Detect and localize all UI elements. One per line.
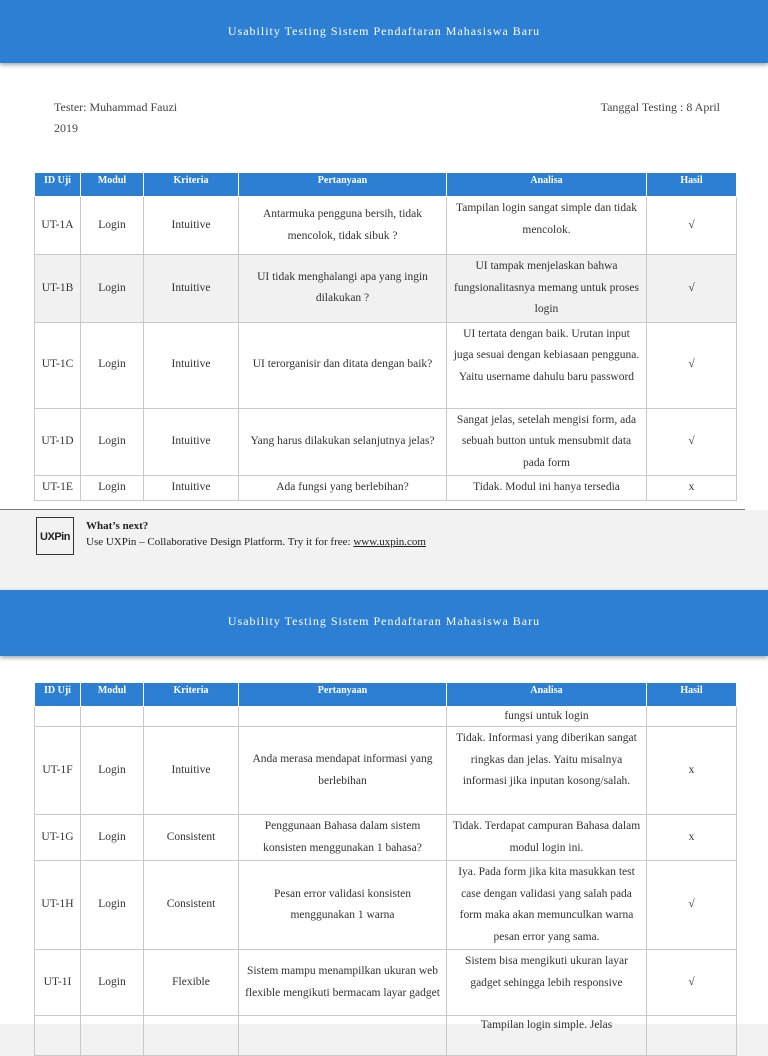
banner-title: Usability Testing Sistem Pendaftaran Mahasiswa Baru [227,614,541,628]
footer-divider [0,509,745,510]
cell-modul: Login [81,861,144,950]
cell-analisa: Sistem bisa mengikuti ukuran layar gadget sehingga lebih responsive [447,950,647,1016]
document-page-1 [0,0,768,510]
cell-modul: Login [81,255,144,323]
cell-hasil [647,707,737,727]
usability-table-continued [34,682,737,1056]
table-row [35,1016,737,1056]
cell-pertanyaan: UI terorganisir dan ditata dengan baik? [239,322,447,408]
cell-id: UT-1E [35,476,81,501]
cell-kriteria: Intuitive [144,197,239,255]
table-row [35,197,737,255]
cell-analisa: Tidak. Informasi yang diberikan sangat ringkas dan jelas. Yaitu misalnya informasi jika inputan kosong/salah. [447,727,647,815]
cell-pertanyaan [239,707,447,727]
cell-modul: Login [81,408,144,476]
table-row [35,950,737,1016]
cell-id: UT-1A [35,197,81,255]
usability-table [34,172,737,501]
cell-pertanyaan: Antarmuka pengguna bersih, tidak mencolok, tidak sibuk ? [239,197,447,255]
table-row [35,861,737,950]
cell-hasil: √ [647,861,737,950]
cell-pertanyaan: Yang harus dilakukan selanjutnya jelas? [239,408,447,476]
column-header: Pertanyaan [239,173,447,197]
cell-hasil: √ [647,950,737,1016]
table-row [35,255,737,323]
table-row [35,408,737,476]
cell-pertanyaan: Anda merasa mendapat informasi yang berlebihan [239,727,447,815]
cell-hasil: √ [647,255,737,323]
table-row [35,727,737,815]
cell-analisa: Tidak. Terdapat campuran Bahasa dalam modul login ini. [447,815,647,861]
uxpin-logo: UXPin [36,517,74,555]
cell-id: UT-1B [35,255,81,323]
cell-modul: Login [81,476,144,501]
header-banner [0,590,768,656]
cell-analisa: Tampilan login simple. Jelas [447,1016,647,1056]
cell-pertanyaan: UI tidak menghalangi apa yang ingin dilakukan ? [239,255,447,323]
cell-hasil: x [647,727,737,815]
column-header: Analisa [447,173,647,197]
column-header: Hasil [647,683,737,707]
cell-hasil: √ [647,197,737,255]
table-row [35,476,737,501]
cell-modul [81,1016,144,1056]
uxpin-link[interactable]: www.uxpin.com [353,536,426,548]
cell-id [35,707,81,727]
cell-modul: Login [81,815,144,861]
column-header: Kriteria [144,173,239,197]
cell-analisa: Tampilan login sangat simple dan tidak mencolok. [447,197,647,255]
header-banner [0,0,768,63]
cell-modul: Login [81,950,144,1016]
table-row [35,707,737,727]
column-header: Hasil [647,173,737,197]
cell-id: UT-1D [35,408,81,476]
column-header: Modul [81,173,144,197]
cell-analisa: Sangat jelas, setelah mengisi form, ada sebuah button untuk mensubmit data pada form [447,408,647,476]
cell-id [35,1016,81,1056]
table-header-row [35,683,737,707]
column-header: Analisa [447,683,647,707]
cell-id: UT-1H [35,861,81,950]
cell-hasil: x [647,815,737,861]
cell-id: UT-1F [35,727,81,815]
column-header: Modul [81,683,144,707]
cell-modul: Login [81,727,144,815]
table-row [35,322,737,408]
cell-id: UT-1C [35,322,81,408]
cta-line [86,534,426,550]
cell-analisa: UI tampak menjelaskan bahwa fungsionalitasnya memang untuk proses login [447,255,647,323]
cell-modul: Login [81,197,144,255]
cell-kriteria: Intuitive [144,322,239,408]
cell-kriteria: Flexible [144,950,239,1016]
cell-analisa: fungsi untuk login [447,707,647,727]
cell-id: UT-1G [35,815,81,861]
cell-modul [81,707,144,727]
column-header: Pertanyaan [239,683,447,707]
cell-kriteria: Intuitive [144,476,239,501]
cell-hasil [647,1016,737,1056]
column-header: ID Uji [35,683,81,707]
cell-kriteria: Consistent [144,861,239,950]
whats-next-heading: What’s next? [86,520,149,532]
cell-kriteria: Intuitive [144,727,239,815]
cell-kriteria: Intuitive [144,408,239,476]
uxpin-promo [86,518,426,550]
testing-date: Tanggal Testing : 8 April [600,100,720,114]
cell-pertanyaan: Sistem mampu menampilkan ukuran web flexible mengikuti bermacam layar gadget [239,950,447,1016]
cell-pertanyaan [239,1016,447,1056]
table-header-row [35,173,737,197]
cell-kriteria: Consistent [144,815,239,861]
cell-pertanyaan: Ada fungsi yang berlebihan? [239,476,447,501]
column-header: ID Uji [35,173,81,197]
cell-hasil: x [647,476,737,501]
cell-analisa: UI tertata dengan baik. Urutan input juga sesuai dengan kebiasaan pengguna. Yaitu username dahulu baru password [447,322,647,408]
cell-hasil: √ [647,408,737,476]
cell-pertanyaan: Pesan error validasi konsisten menggunakan 1 warna [239,861,447,950]
cell-pertanyaan: Penggunaan Bahasa dalam sistem konsisten menggunakan 1 bahasa? [239,815,447,861]
cell-kriteria [144,707,239,727]
cell-kriteria: Intuitive [144,255,239,323]
table-row [35,815,737,861]
cell-modul: Login [81,322,144,408]
column-header: Kriteria [144,683,239,707]
tester-year: 2019 [54,121,78,135]
cell-analisa: Tidak. Modul ini hanya tersedia [447,476,647,501]
tester-info [54,97,204,139]
banner-title: Usability Testing Sistem Pendaftaran Mahasiswa Baru [227,24,541,38]
cell-id: UT-1I [35,950,81,1016]
cell-analisa: Iya. Pada form jika kita masukkan test case dengan validasi yang salah pada form maka akan memunculkan warna pesan error yang sama. [447,861,647,950]
cta-text: Use UXPin – Collaborative Design Platform. Try it for free: [86,536,354,548]
tester-name: Tester: Muhammad Fauzi [54,100,178,114]
cell-kriteria [144,1016,239,1056]
cell-hasil: √ [647,322,737,408]
